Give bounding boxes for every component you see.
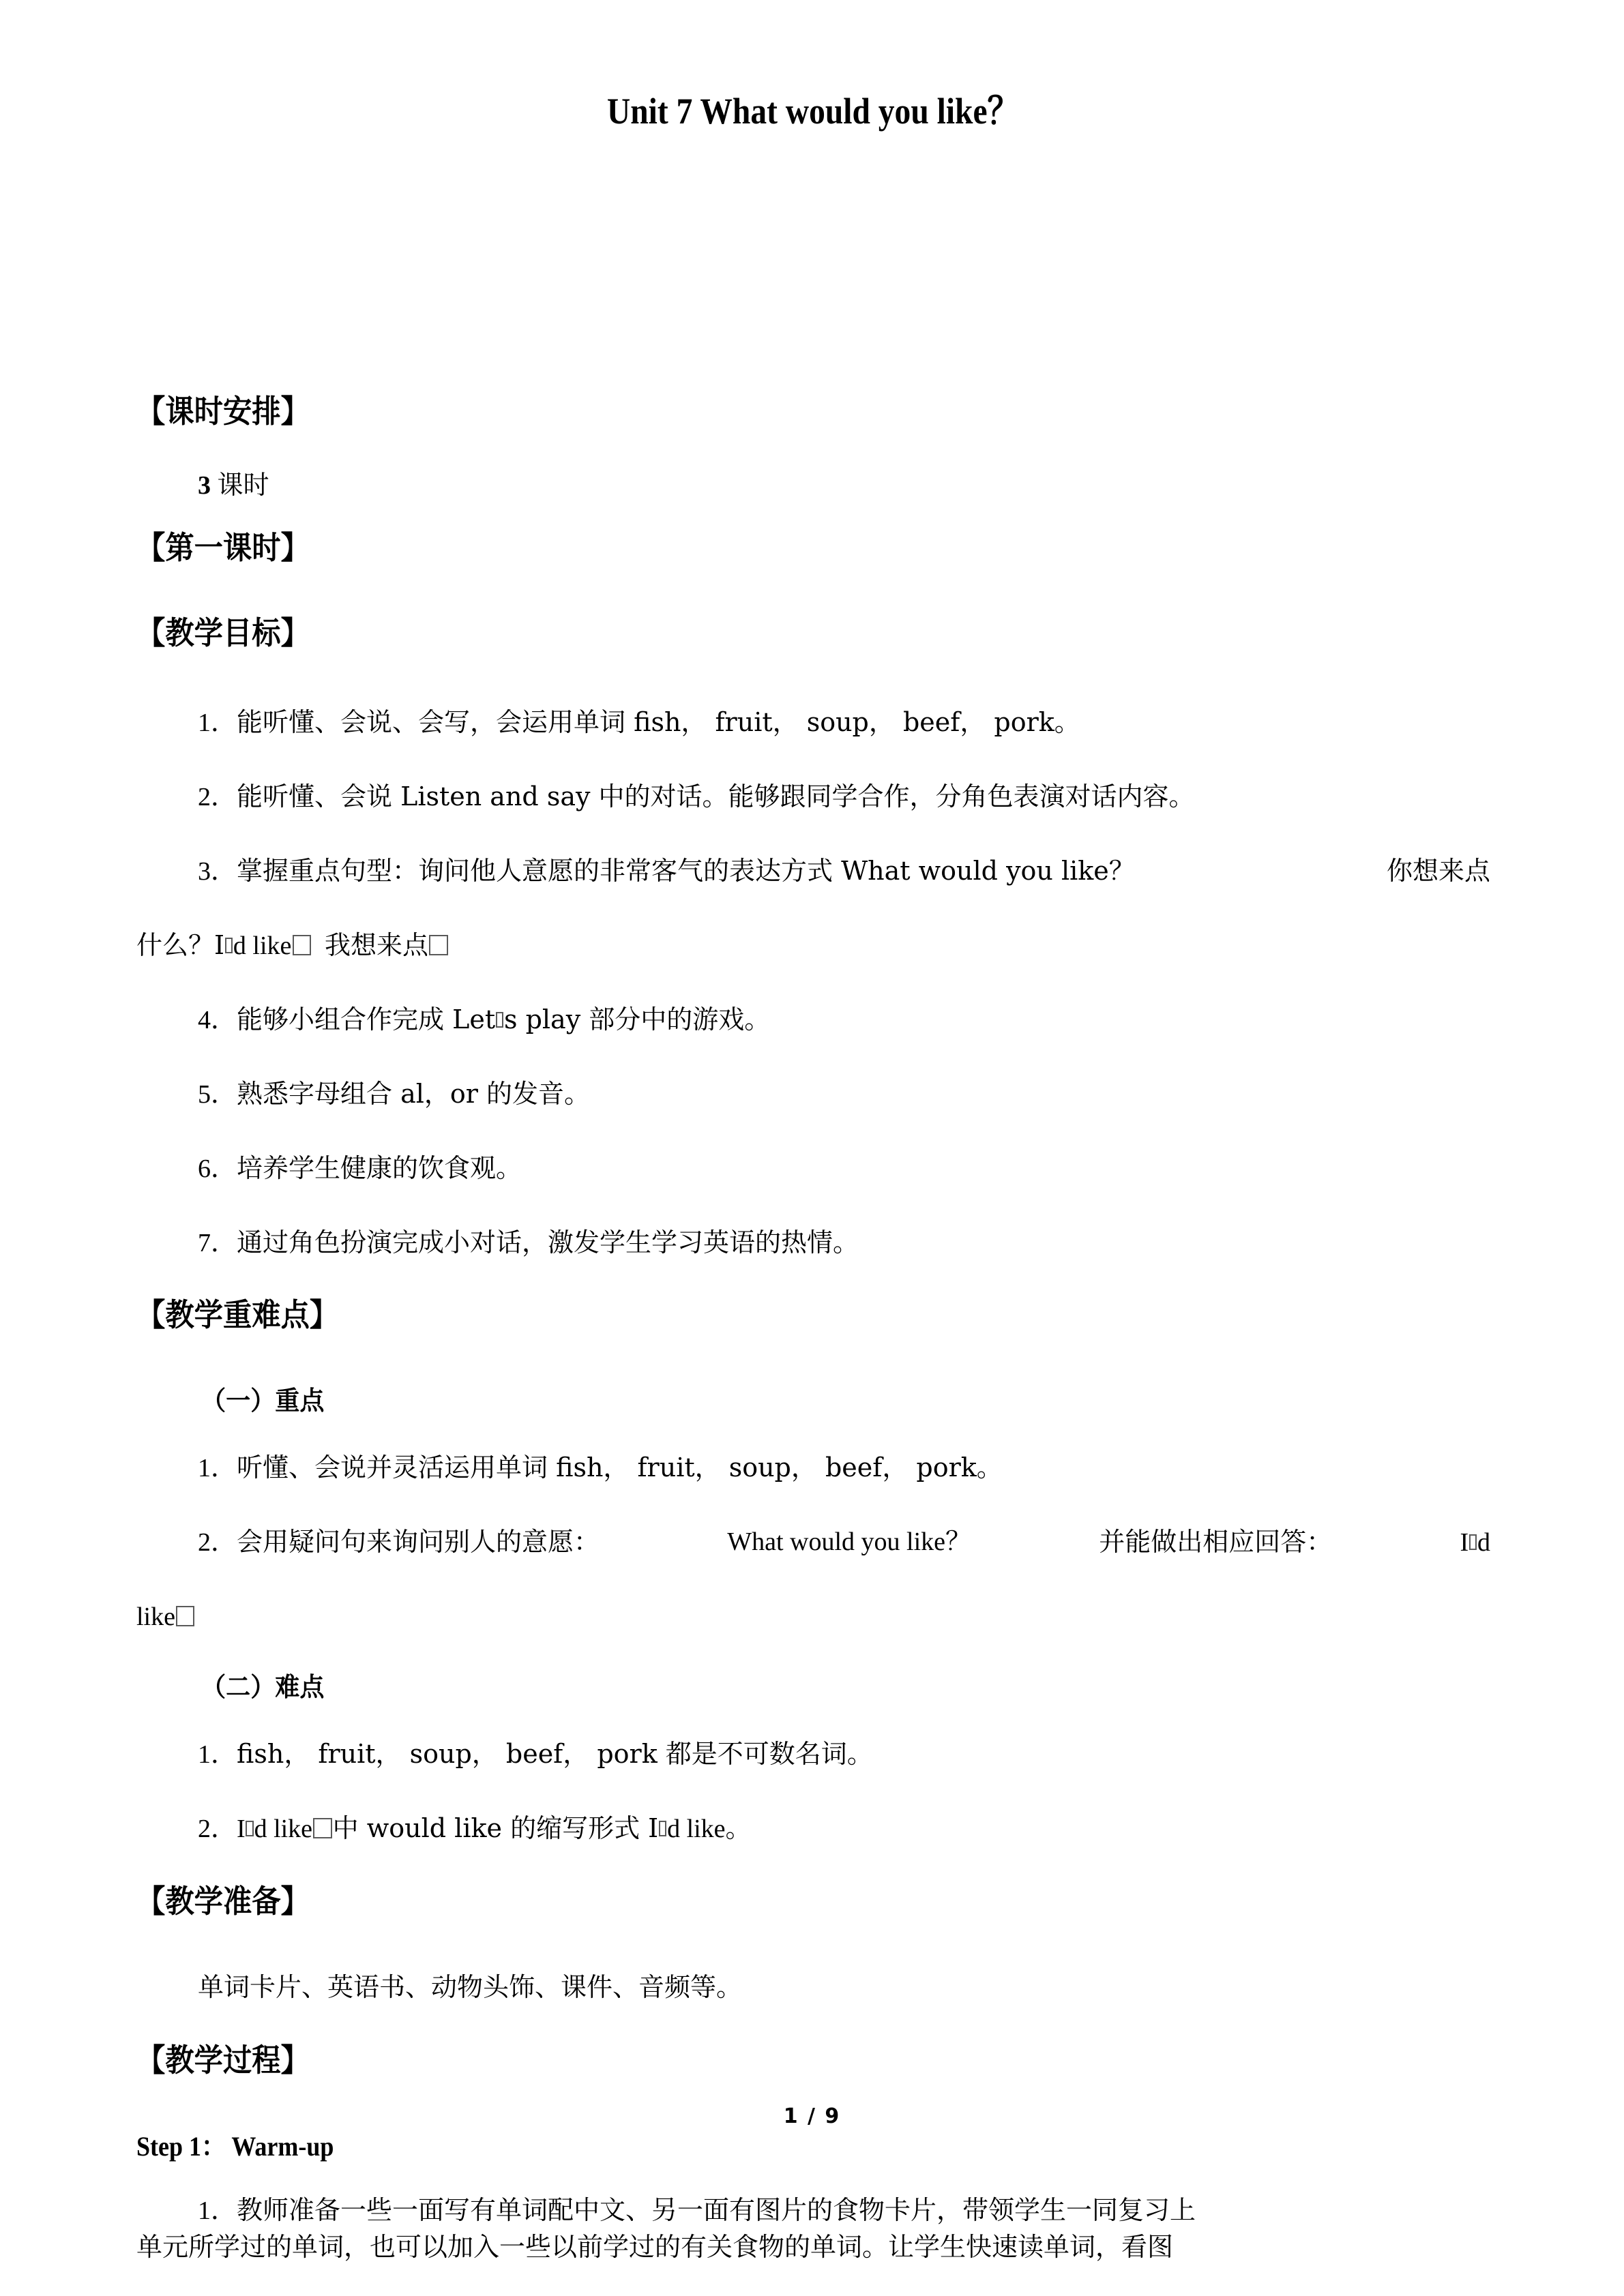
missing-glyph-box-icon-2 (429, 935, 447, 955)
difficult-point-item-1 (198, 1741, 873, 1768)
objective-1-text: 能听懂、会说、会写，会运用单词 fish， fruit， soup， beef， pork。 (237, 707, 1080, 737)
objective-3-line2-c: 我想来点 (325, 930, 429, 960)
key-point-1-number: 1． (198, 1454, 237, 1482)
step-1-item-1-line-1 (198, 2197, 1490, 2224)
objective-4-number: 4． (198, 1006, 237, 1034)
section-heading-teaching-preparation: 【教学准备】 (136, 1883, 310, 1920)
step-1-item-line1: 教师准备一些一面写有单词配中文、另一面有图片的食物卡片，带领学生一同复习上 (237, 2195, 1196, 2225)
difficult-2-a: I (237, 1815, 246, 1843)
missing-glyph-apostrophe-icon-5 (246, 1821, 253, 1837)
key-point-2-seg3: 并能做出相应回答： (1099, 1527, 1333, 1557)
objective-item-1 (198, 709, 1080, 736)
missing-glyph-apostrophe-icon-4 (1469, 1534, 1477, 1551)
objective-3-text-a: 掌握重点句型：询问他人意愿的非常客气的表达方式 What would you like？ (237, 856, 1135, 886)
difficult-1-text: fish， fruit， soup， beef， pork 都是不可数名词。 (237, 1739, 873, 1769)
step-1-item-1-line-2: 单元所学过的单词，也可以加入一些以前学过的有关食物的单词。让学生快速读单词，看图 (136, 2232, 1174, 2262)
key-point-1-text: 听懂、会说并灵活运用单词 fish， fruit， soup， beef， pork。 (237, 1452, 1003, 1482)
key-point-2-seg4-a: I (1460, 1528, 1469, 1557)
objective-6-text: 培养学生健康的饮食观。 (237, 1153, 522, 1183)
subsection-key-points-label: （一）重点 (201, 1385, 325, 1416)
difficult-point-item-2 (198, 1815, 752, 1842)
objective-3-number: 3． (198, 857, 237, 886)
missing-glyph-box-icon-4 (176, 1606, 194, 1626)
objective-item-2 (198, 781, 1195, 811)
key-point-2-number: 2． (198, 1528, 237, 1557)
key-point-2-line2-a: like (136, 1602, 175, 1631)
objective-6-number: 6． (198, 1154, 237, 1183)
page-number-footer: 1 / 9 (783, 2104, 841, 2128)
objective-3-line2-b: d like (233, 931, 292, 960)
missing-glyph-apostrophe-icon (225, 938, 233, 954)
section-heading-first-lesson: 【第一课时】 (136, 529, 310, 566)
missing-glyph-apostrophe-icon-3 (496, 1012, 503, 1028)
missing-glyph-box-icon (293, 935, 311, 955)
key-point-item-2-line-2 (136, 1603, 196, 1630)
objective-3-text-b: 你想来点 (1386, 856, 1490, 886)
section-heading-key-difficult-points: 【教学重难点】 (136, 1296, 339, 1333)
difficult-2-number: 2． (198, 1815, 237, 1843)
objective-item-7 (198, 1229, 859, 1256)
objective-1-number: 1． (198, 709, 237, 737)
key-point-2-seg2: What would you like？ (727, 1527, 972, 1556)
section-heading-teaching-objectives: 【教学目标】 (136, 614, 310, 651)
step-1-heading: Step 1： Warm-up (136, 2131, 334, 2162)
objective-item-3-line-2 (136, 932, 449, 959)
section-heading-teaching-process: 【教学过程】 (136, 2042, 310, 2078)
objective-4-text-b: s play 部分中的游戏。 (503, 1004, 771, 1034)
difficult-2-c: 中 would like 的缩写形式 I (332, 1813, 659, 1843)
objective-7-text: 通过角色扮演完成小对话，激发学生学习英语的热情。 (237, 1227, 859, 1257)
page-title: Unit 7 What would you like？ (606, 91, 1020, 132)
key-point-2-seg1: 会用疑问句来询问别人的意愿： (237, 1527, 600, 1557)
objective-2-text: 能听懂、会说 Listen and say 中的对话。能够跟同学合作，分角色表演对话内容。 (237, 781, 1195, 811)
page-title-wrapper (136, 82, 1490, 134)
objective-item-6 (198, 1155, 522, 1182)
preparation-item-1: 单词卡片、英语书、动物头饰、课件、音频等。 (198, 1972, 743, 2002)
difficult-2-d: d like。 (667, 1815, 752, 1843)
missing-glyph-box-icon-5 (313, 1818, 331, 1838)
objective-3-line2-a: 什么？I (136, 930, 225, 960)
objective-7-number: 7． (198, 1229, 237, 1257)
section-heading-course-schedule: 【课时安排】 (136, 393, 310, 430)
objective-item-5 (198, 1081, 590, 1107)
objective-5-number: 5． (198, 1080, 237, 1109)
course-hours-number: 3 (198, 471, 211, 500)
key-point-item-1 (198, 1452, 1003, 1482)
key-point-2-seg4-b: d (1477, 1528, 1490, 1557)
course-hours-line (198, 472, 269, 498)
difficult-2-b: d like (254, 1815, 313, 1843)
objective-item-4 (198, 1004, 771, 1034)
step-1-item-number: 1． (198, 2196, 237, 2225)
key-point-item-2-line-1 (198, 1529, 1490, 1555)
difficult-1-number: 1． (198, 1740, 237, 1769)
objective-2-number: 2． (198, 783, 237, 811)
objective-item-3-line-1 (198, 858, 1490, 884)
subsection-difficult-points-label: （二）难点 (201, 1671, 325, 1702)
course-hours-unit: 课时 (217, 470, 269, 500)
missing-glyph-apostrophe-icon-6 (659, 1821, 666, 1837)
objective-5-text: 熟悉字母组合 al，or 的发音。 (237, 1079, 591, 1109)
objective-4-text-a: 能够小组合作完成 Let (237, 1004, 496, 1034)
